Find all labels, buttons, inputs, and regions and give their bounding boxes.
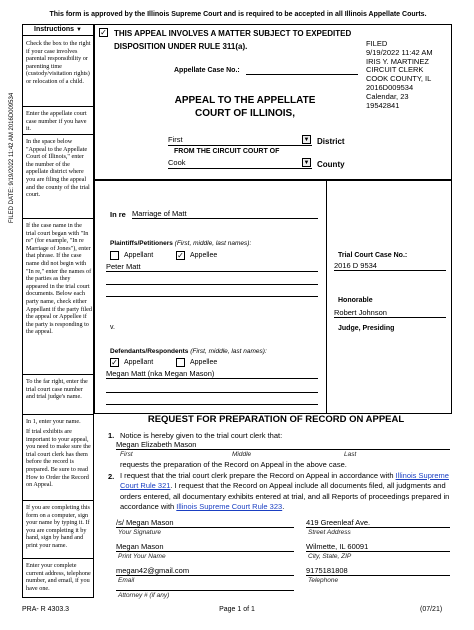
- county-select[interactable]: Cook ▼: [168, 158, 312, 169]
- expedite-checkbox[interactable]: ✓: [100, 28, 107, 37]
- rule-321-link[interactable]: Illinois Supreme Court Rule 321: [120, 471, 449, 491]
- district-label: District: [317, 137, 345, 146]
- footer-page-number: Page 1 of 1: [219, 606, 255, 613]
- side-filed-stamp: FILED DATE: 9/19/2022 11:42 AM 2016D009534: [9, 92, 15, 223]
- rule-323-link[interactable]: Illinois Supreme Court Rule 323: [176, 502, 283, 512]
- request-title: REQUEST FOR PREPARATION OF RECORD ON APPEAL: [147, 414, 405, 425]
- signature-input[interactable]: /s/ Megan Mason: [116, 518, 294, 528]
- appellate-case-input[interactable]: [246, 74, 358, 75]
- last-name-label: Last: [344, 451, 357, 458]
- dropdown-arrow-icon: ▼: [303, 160, 310, 166]
- item-1-tail: requests the preparation of the Record on Appeal in the above case.: [120, 460, 347, 469]
- phone-input[interactable]: 9175181808: [306, 566, 450, 576]
- petitioner-appellant-checkbox[interactable]: [110, 251, 119, 260]
- appellate-case-label: Appellate Case No.:: [174, 67, 240, 74]
- respondent-appellee-checkbox[interactable]: [176, 358, 185, 367]
- attorney-number-label: Attorney # (if any): [118, 592, 170, 599]
- instruction-8: If you are completing this form on a computer, sign your name by typing it. If you are completing it by hand, sign by hand and print your name.: [26, 504, 90, 549]
- item-2-number: 2.: [108, 472, 115, 481]
- in-re-label: In re: [110, 210, 126, 219]
- email-label: Email: [118, 577, 135, 584]
- middle-name-label: Middle: [232, 451, 252, 458]
- trial-case-label: Trial Court Case No.:: [338, 252, 408, 259]
- dropdown-arrow-icon: ▼: [303, 137, 310, 143]
- judge-presiding-label: Judge, Presiding: [338, 325, 395, 332]
- respondent-appellant-label: Appellant: [124, 359, 154, 366]
- phone-label: Telephone: [308, 577, 339, 584]
- expedite-text: THIS APPEAL INVOLVES A MATTER SUBJECT TO EXPEDITED DISPOSITION UNDER RULE 311(a).: [114, 29, 352, 51]
- county-label: County: [317, 160, 345, 169]
- item-2-text: I request that the trial court clerk prepare the Record on Appeal in accordance with Illinois Supreme Court Rule 321. I request that the Record on Appeal include all documents filed, all judgments and orders entered, all documentary exhibits entered at trial, and all Reports of proceedings prepared in accordance with Illinois Supreme Court Rule 323.: [120, 471, 450, 512]
- from-circuit-label: FROM THE CIRCUIT COURT OF: [174, 148, 280, 155]
- respondent-appellant-checkbox[interactable]: ✓: [111, 358, 118, 367]
- petitioner-appellee-checkbox[interactable]: ✓: [177, 251, 184, 260]
- instruction-5: To the far right, enter the trial court case number and trial judge's name.: [26, 378, 88, 401]
- petitioners-label: Plaintiffs/Petitioners (First, middle, last names):: [110, 240, 252, 247]
- respondent-appellee-label: Appellee: [190, 359, 218, 366]
- street-label: Street Address: [308, 529, 351, 536]
- district-select[interactable]: First ▼: [168, 135, 312, 146]
- instructions-header[interactable]: Instructions ▼: [22, 24, 94, 36]
- instruction-9: Enter your complete current address, telephone number, and email, if you have one.: [26, 562, 91, 592]
- in-re-input[interactable]: Marriage of Matt: [132, 209, 318, 219]
- instruction-1: Check the box to the right if your case involves parental responsibility or parenting time (custody/visitation rights) or relocation of a child.: [26, 40, 91, 85]
- filed-stamp: FILED 9/19/2022 11:42 AM IRIS Y. MARTINEZ CIRCUIT CLERK COOK COUNTY, IL 2016D009534 Calendar, 23 19542841: [366, 39, 433, 110]
- top-notice: This form is approved by the Illinois Supreme Court and is required to be accepted in all Illinois Appellate Courts.: [49, 11, 427, 18]
- print-name-input[interactable]: Megan Mason: [116, 542, 294, 552]
- instruction-7: If trial exhibits are important to your appeal, you need to make sure the trial court clerk has them before the record is prepared. Be sure to read How to Order the Record on Appeal.: [26, 428, 91, 489]
- versus-label: v.: [110, 324, 115, 331]
- dropdown-arrow-icon: ▼: [76, 27, 82, 33]
- footer-revision-date: (07/21): [420, 606, 443, 613]
- respondent-name-input[interactable]: Megan Matt (nka Megan Mason): [106, 369, 318, 379]
- requester-name-input[interactable]: Megan Elizabeth Mason: [116, 440, 450, 450]
- street-input[interactable]: 419 Greenleaf Ave.: [306, 518, 450, 528]
- city-input[interactable]: Wilmette, IL 60091: [306, 542, 450, 552]
- honorable-label: Honorable: [338, 297, 373, 304]
- instruction-6: In 1, enter your name.: [26, 418, 81, 425]
- item-1-number: 1.: [108, 431, 115, 440]
- instruction-4: If the case name in the trial court began with "In re" (for example, "In re Marriage of Jones"), enter that phrase. If the case name did not begin with "In re," enter the names of the parties as they appeared in the trial court documents. Below each party name, check either Appellant if the party filed the appeal or Appellee if the party is responding to the appeal.: [26, 222, 92, 336]
- email-input[interactable]: megan42@gmail.com: [116, 566, 294, 576]
- respondents-label: Defendants/Respondents (First, middle, last names):: [110, 348, 267, 355]
- first-name-label: First: [120, 451, 133, 458]
- petitioner-appellant-label: Appellant: [124, 252, 154, 259]
- petitioner-name-input[interactable]: Peter Matt: [106, 262, 318, 272]
- footer-form-number: PRA- R 4303.3: [22, 606, 70, 613]
- city-label: City, State, ZIP: [308, 553, 352, 560]
- instruction-2: Enter the appellate court case number if you have it.: [26, 110, 87, 133]
- signature-label: Your Signature: [118, 529, 162, 536]
- attorney-number-input[interactable]: [116, 590, 294, 591]
- instruction-3: In the space below "Appeal to the Appellate Court of Illinois," enter the number of the appellate district where you are filing the appeal and the county of the trial court.: [26, 138, 90, 199]
- print-name-label: Print Your Name: [118, 553, 166, 560]
- appeal-title: APPEAL TO THE APPELLATE COURT OF ILLINOIS,: [174, 95, 316, 119]
- judge-name-input[interactable]: Robert Johnson: [334, 308, 446, 318]
- trial-case-input[interactable]: 2016 D 9534: [334, 261, 446, 271]
- petitioner-appellee-label: Appellee: [190, 252, 218, 259]
- item-1-text: Notice is hereby given to the trial court clerk that:: [120, 431, 283, 440]
